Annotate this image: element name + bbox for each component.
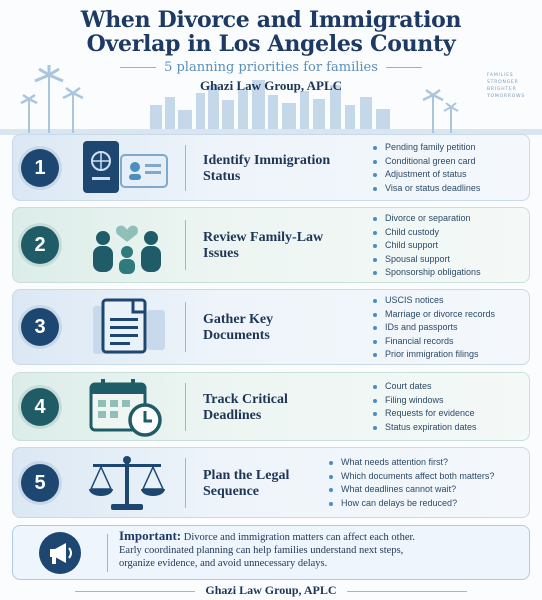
- list-item: How can delays be reduced?: [329, 497, 494, 511]
- list-item: Spousal support: [373, 253, 481, 267]
- card-divider: [185, 383, 186, 431]
- step-bullet-list: [373, 141, 480, 195]
- step-number-badge: 5: [21, 464, 59, 502]
- step-title-line: Documents: [203, 328, 270, 343]
- important-callout: [12, 525, 530, 580]
- scales-of-justice-icon: [79, 452, 175, 514]
- step-card-3: [12, 289, 530, 365]
- tagline-line: TOMORROWS: [487, 94, 526, 99]
- step-title-line: Sequence: [203, 484, 259, 499]
- step-title-line: Identify Immigration: [203, 153, 331, 168]
- list-item: Which documents affect both matters?: [329, 470, 494, 484]
- list-item: Child custody: [373, 226, 481, 240]
- footer-firm-text: Ghazi Law Group, APLC: [205, 583, 337, 597]
- step-title: [203, 392, 353, 424]
- step-bullet-list: [329, 456, 494, 510]
- step-title-line: Deadlines: [203, 408, 262, 423]
- passport-id-card-icon: [79, 137, 175, 199]
- page-subtitle: [0, 60, 542, 75]
- list-item: IDs and passports: [373, 321, 495, 335]
- list-item: What needs attention first?: [329, 456, 494, 470]
- step-number-badge: 4: [21, 388, 59, 426]
- important-text-line: organize evidence, and avoid unnecessary delays.: [119, 558, 328, 569]
- step-bullet-list: [373, 294, 495, 362]
- important-text: [119, 529, 523, 570]
- subtitle-text: 5 planning priorities for families: [164, 60, 378, 75]
- megaphone-icon: [39, 532, 81, 574]
- tagline-line: FAMILIES: [487, 73, 514, 78]
- documents-icon: [79, 296, 175, 358]
- step-title: [203, 312, 353, 344]
- important-line-1: [119, 529, 523, 544]
- list-item: Divorce or separation: [373, 212, 481, 226]
- list-item: Prior immigration filings: [373, 348, 495, 362]
- calendar-clock-icon: [79, 376, 175, 438]
- list-item: Child support: [373, 239, 481, 253]
- step-title-line: Status: [203, 169, 241, 184]
- step-number-badge: 3: [21, 308, 59, 346]
- tagline-line: STRONGER: [487, 80, 519, 85]
- list-item: Sponsorship obligations: [373, 266, 481, 280]
- important-text-line: Divorce and immigration matters can affect each other.: [183, 532, 416, 543]
- list-item: Status expiration dates: [373, 421, 477, 435]
- important-text-line: Early coordinated planning can help families understand next steps,: [119, 545, 404, 556]
- important-label: Important:: [119, 528, 182, 543]
- tagline-line: BRIGHTER: [487, 87, 517, 92]
- list-item: Financial records: [373, 335, 495, 349]
- step-title-line: Gather Key: [203, 312, 274, 327]
- page-title-line-1: When Divorce and Immigration: [80, 7, 462, 33]
- list-item: Conditional green card: [373, 155, 480, 169]
- step-card-5: [12, 447, 530, 518]
- list-item: What deadlines cannot wait?: [329, 483, 494, 497]
- list-item: Marriage or divorce records: [373, 308, 495, 322]
- step-number-badge: 2: [21, 226, 59, 264]
- step-card-1: [12, 134, 530, 201]
- firm-name-header: Ghazi Law Group, APLC: [199, 78, 343, 93]
- step-number-badge: 1: [21, 149, 59, 187]
- list-item: Requests for evidence: [373, 407, 477, 421]
- list-item: Adjustment of status: [373, 168, 480, 182]
- card-divider: [185, 302, 186, 352]
- step-title-line: Plan the Legal: [203, 468, 290, 483]
- tagline: [487, 72, 541, 100]
- step-title-line: Issues: [203, 246, 239, 261]
- megaphone-icon-badge: [39, 532, 81, 574]
- list-item: Court dates: [373, 380, 477, 394]
- page-title-line-2: Overlap in Los Angeles County: [86, 31, 456, 57]
- step-title: [203, 230, 353, 262]
- callout-divider: [107, 534, 108, 572]
- list-item: USCIS notices: [373, 294, 495, 308]
- list-item: Pending family petition: [373, 141, 480, 155]
- list-item: Visa or status deadlines: [373, 182, 480, 196]
- card-divider: [185, 220, 186, 270]
- card-divider: [185, 458, 186, 508]
- step-bullet-list: [373, 380, 477, 434]
- card-divider: [185, 145, 186, 191]
- step-bullet-list: [373, 212, 481, 280]
- step-card-2: [12, 207, 530, 283]
- list-item: Filing windows: [373, 394, 477, 408]
- step-title-line: Track Critical: [203, 392, 288, 407]
- step-card-4: [12, 372, 530, 441]
- family-heart-icon: [79, 214, 175, 276]
- step-title-line: Review Family-Law: [203, 230, 324, 245]
- step-title: [203, 153, 353, 185]
- firm-name-footer: [0, 583, 542, 598]
